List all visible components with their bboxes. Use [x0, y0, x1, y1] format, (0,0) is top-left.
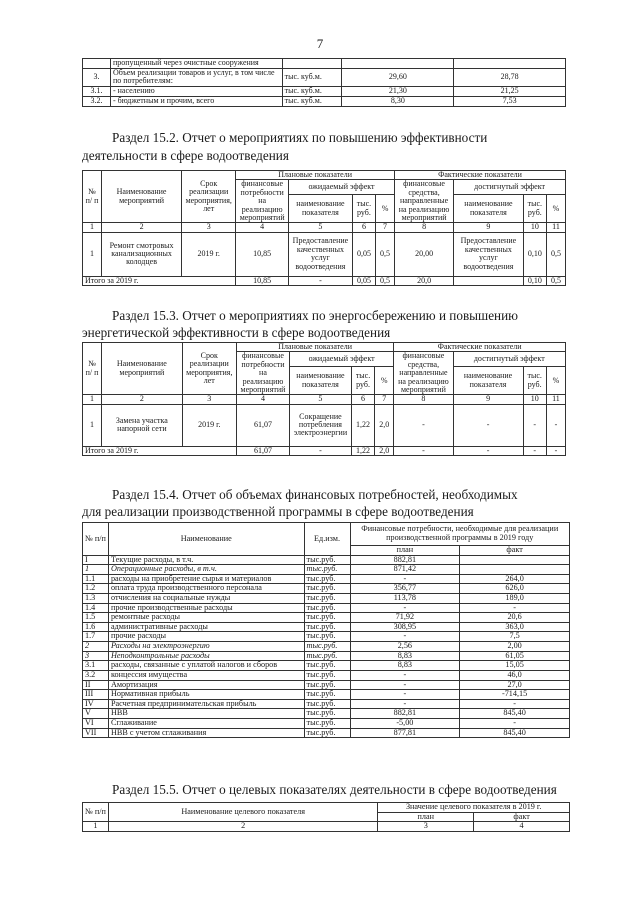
- row-plan: 29,60: [342, 69, 454, 87]
- row-number: 1.2: [83, 584, 109, 594]
- total-rub: 0,05: [352, 276, 375, 285]
- row-fact-rub: 0,10: [523, 232, 546, 276]
- row-fact: -: [460, 718, 570, 728]
- column-numbers-row: [83, 223, 566, 232]
- section-15-3-heading-line1: Раздел 15.3. Отчет о мероприятиях по энергосбережению и повышению: [112, 308, 519, 323]
- total-fin: 61,07: [236, 446, 289, 455]
- row-fact: 363,0: [460, 622, 570, 632]
- row-plan: 8,83: [350, 661, 460, 671]
- row-number: 3.2: [83, 670, 109, 680]
- row-number: 1: [83, 565, 109, 575]
- row-unit: тыс.руб.: [304, 565, 350, 575]
- col-number: 5: [289, 395, 351, 404]
- total-fact-pct: 0,5: [546, 276, 565, 285]
- row-plan: 8,83: [350, 651, 460, 661]
- header-achieved-effect: достигнутый эффект: [454, 180, 566, 195]
- row-fact: 61,05: [460, 651, 570, 661]
- total-label: Итого за 2019 г.: [83, 446, 237, 455]
- row-number: 1.6: [83, 622, 109, 632]
- table-header-row: [83, 803, 570, 813]
- row-unit: тыс.руб.: [304, 670, 350, 680]
- row-name: отчисления на социальные нужды: [108, 594, 304, 604]
- section-15-4-heading-line1: Раздел 15.4. Отчет об объемах финансовых потребностей, необходимых: [112, 487, 518, 502]
- row-plan: 882,81: [350, 555, 460, 565]
- row-plan: 871,42: [350, 565, 460, 575]
- row-name: ремонтные расходы: [108, 613, 304, 623]
- row-name: - бюджетным и прочим, всего: [110, 96, 282, 106]
- header-name: Наименование целевого показателя: [108, 803, 377, 822]
- row-fact: 7,5: [460, 632, 570, 642]
- col-number: 9: [453, 395, 523, 404]
- row-fact: [460, 565, 570, 575]
- header-term: Срок реализации мероприятия, лет: [182, 171, 236, 223]
- header-pct: %: [375, 367, 394, 395]
- row-name: Текущие расходы, в т.ч.: [108, 555, 304, 565]
- header-indicator: наименование показателя: [289, 367, 351, 395]
- row-name: оплата труда производственного персонала: [108, 584, 304, 594]
- table-row: [83, 642, 570, 652]
- col-number: 7: [375, 395, 394, 404]
- column-numbers-row: [83, 395, 566, 404]
- row-indicator: Предоставление качественных услуг водоотведения: [289, 232, 353, 276]
- col-number: 5: [289, 223, 353, 232]
- row-unit: [282, 59, 342, 69]
- col-number: 10: [523, 395, 546, 404]
- row-name: НВВ: [108, 709, 304, 719]
- header-pct: %: [546, 367, 565, 395]
- header-unit: Ед.изм.: [304, 523, 350, 556]
- col-number: 6: [352, 223, 375, 232]
- header-expected-effect: ожидаемый эффект: [289, 180, 395, 195]
- row-rub: 1,22: [351, 404, 374, 446]
- header-name: Наименование: [108, 523, 304, 556]
- row-fact: 21,25: [454, 86, 566, 96]
- row-pct: 2,0: [375, 404, 394, 446]
- table-header-row: [83, 523, 570, 546]
- col-number: 3: [182, 223, 236, 232]
- header-num: № п/п: [83, 523, 109, 556]
- table-row: [83, 59, 566, 69]
- row-name: расходы, связанные с уплатой налогов и сборов: [108, 661, 304, 671]
- row-indicator: Сокращение потребления электроэнергии: [289, 404, 351, 446]
- total-fact-rub: 0,10: [523, 276, 546, 285]
- table-row: [83, 670, 570, 680]
- row-number: 1.5: [83, 613, 109, 623]
- row-name: Объем реализации товаров и услуг, в том числе по потребителям:: [110, 69, 282, 87]
- row-number: V: [83, 709, 109, 719]
- header-plan: план: [350, 546, 460, 556]
- table-header-row: [83, 171, 566, 180]
- header-name: Наименование мероприятий: [102, 343, 183, 395]
- total-fact-fin: -: [394, 446, 453, 455]
- table-header-row: [83, 343, 566, 352]
- row-unit: тыс.руб.: [304, 699, 350, 709]
- section-15-2-heading-line1: Раздел 15.2. Отчет о мероприятиях по повышению эффективности: [112, 130, 488, 145]
- row-fact: 2,00: [460, 642, 570, 652]
- row-name: Ремонт смотровых канализационных колодцев: [101, 232, 181, 276]
- row-name: Амортизация: [108, 680, 304, 690]
- total-label: Итого за 2019 г.: [83, 276, 236, 285]
- row-number: IV: [83, 699, 109, 709]
- table-row: [83, 86, 566, 96]
- header-indicator: наименование показателя: [454, 195, 524, 223]
- section-15-5-heading: Раздел 15.5. Отчет о целевых показателях деятельности в сфере водоотведения: [112, 782, 557, 797]
- table-row: [83, 728, 570, 738]
- row-plan: 2,56: [350, 642, 460, 652]
- row-fin: 61,07: [236, 404, 289, 446]
- row-name: Нормативная прибыль: [108, 690, 304, 700]
- header-num: № п/п: [83, 803, 109, 822]
- table-row: [83, 404, 566, 446]
- row-plan: -: [350, 574, 460, 584]
- col-number: 1: [83, 223, 102, 232]
- total-pct: 2,0: [375, 446, 394, 455]
- header-plan: план: [378, 812, 474, 822]
- row-unit: тыс.руб.: [304, 613, 350, 623]
- row-fact: 27,0: [460, 680, 570, 690]
- energy-saving-events-table: [82, 342, 566, 456]
- row-unit: тыс.руб.: [304, 642, 350, 652]
- section-15-2-heading-line2: деятельности в сфере водоотведения: [82, 148, 289, 163]
- row-name: концессия имущества: [108, 670, 304, 680]
- row-plan: -: [350, 690, 460, 700]
- header-rub: тыс. руб.: [351, 367, 374, 395]
- header-num: № п/ п: [83, 171, 102, 223]
- row-fact: -: [460, 699, 570, 709]
- row-number: 1.1: [83, 574, 109, 584]
- target-indicators-table: [82, 802, 570, 832]
- row-plan: -5,00: [350, 718, 460, 728]
- table-row: [83, 69, 566, 87]
- row-fact: [454, 59, 566, 69]
- section-15-4-heading-line2: для реализации производственной программы в сфере водоотведения: [82, 504, 474, 519]
- row-fin: 10,85: [236, 232, 289, 276]
- col-number: 11: [546, 223, 565, 232]
- row-term: 2019 г.: [182, 404, 236, 446]
- row-name: прочие расходы: [108, 632, 304, 642]
- total-fact-fin: 20,0: [395, 276, 454, 285]
- total-indicator: -: [289, 446, 351, 455]
- row-plan: 8,30: [342, 96, 454, 106]
- col-number: 2: [101, 223, 181, 232]
- total-pct: 0,5: [376, 276, 395, 285]
- row-name: Расчетная предпринимательская прибыль: [108, 699, 304, 709]
- row-name: Операционные расходы, в т.ч.: [108, 565, 304, 575]
- row-name: прочие производственные расходы: [108, 603, 304, 613]
- header-fin-need: финансовые потребности на реализацию мероприятий: [236, 180, 289, 223]
- row-unit: тыс.руб.: [304, 632, 350, 642]
- row-number: 3.1.: [83, 86, 111, 96]
- header-rub: тыс. руб.: [352, 195, 375, 223]
- row-plan: 882,81: [350, 709, 460, 719]
- row-fact-fin: 20,00: [395, 232, 454, 276]
- col-number: 1: [83, 395, 102, 404]
- total-fact-indicator: [454, 276, 524, 285]
- col-number: 6: [351, 395, 374, 404]
- row-fact: [460, 555, 570, 565]
- row-unit: тыс.руб.: [304, 709, 350, 719]
- row-fact: -714,15: [460, 690, 570, 700]
- section-15-3-heading-line2: энергетической эффективности в сфере водоотведения: [82, 325, 391, 340]
- row-fact: 20,6: [460, 613, 570, 623]
- page-number: 7: [316, 36, 324, 51]
- row-plan: 71,92: [350, 613, 460, 623]
- row-fact: 264,0: [460, 574, 570, 584]
- total-row: [83, 446, 566, 455]
- efficiency-events-table: [82, 170, 566, 286]
- total-rub: 1,22: [351, 446, 374, 455]
- row-plan: 21,30: [342, 86, 454, 96]
- table-row: [83, 96, 566, 106]
- row-number: 3.2.: [83, 96, 111, 106]
- row-unit: тыс.руб.: [304, 728, 350, 738]
- row-plan: -: [350, 680, 460, 690]
- row-plan: 877,81: [350, 728, 460, 738]
- row-number: 3.1: [83, 661, 109, 671]
- row-number: VI: [83, 718, 109, 728]
- row-unit: тыс.руб.: [304, 661, 350, 671]
- row-number: 1.3: [83, 594, 109, 604]
- header-indicator: наименование показателя: [289, 195, 353, 223]
- row-plan: -: [350, 632, 460, 642]
- row-name: Неподконтрольные расходы: [108, 651, 304, 661]
- row-plan: 113,78: [350, 594, 460, 604]
- row-name: административные расходы: [108, 622, 304, 632]
- financial-needs-body: [83, 555, 570, 738]
- header-fin-need: финансовые потребности на реализацию мероприятий: [236, 352, 289, 395]
- row-pct: 0,5: [376, 232, 395, 276]
- col-number: 8: [394, 395, 453, 404]
- row-plan: -: [350, 670, 460, 680]
- row-unit: тыс.руб.: [304, 584, 350, 594]
- row-unit: тыс.руб.: [304, 690, 350, 700]
- row-number: III: [83, 690, 109, 700]
- row-name: расходы на приобретение сырья и материалов: [108, 574, 304, 584]
- row-unit: тыс.руб.: [304, 603, 350, 613]
- row-name: - населению: [110, 86, 282, 96]
- table-row: [83, 690, 570, 700]
- row-number: 1.4: [83, 603, 109, 613]
- table-row: [83, 613, 570, 623]
- row-fact: -: [460, 603, 570, 613]
- table-row: [83, 594, 570, 604]
- row-fact-fin: -: [394, 404, 453, 446]
- row-unit: тыс.руб.: [304, 680, 350, 690]
- total-fact-indicator: -: [453, 446, 523, 455]
- col-number: 2: [108, 822, 377, 832]
- row-unit: тыс. куб.м.: [282, 86, 342, 96]
- header-num: № п/ п: [83, 343, 102, 395]
- row-name: НВВ с учетом сглаживания: [108, 728, 304, 738]
- col-number: 9: [454, 223, 524, 232]
- header-term: Срок реализации мероприятия, лет: [182, 343, 236, 395]
- header-pct: %: [376, 195, 395, 223]
- header-name: Наименование мероприятий: [101, 171, 181, 223]
- table-row: [83, 232, 566, 276]
- row-unit: тыс. куб.м.: [282, 96, 342, 106]
- row-unit: тыс.руб.: [304, 594, 350, 604]
- row-fact-indicator: Предоставление качественных услуг водоотведения: [454, 232, 524, 276]
- row-plan: 308,95: [350, 622, 460, 632]
- row-plan: -: [350, 699, 460, 709]
- header-pct: %: [546, 195, 565, 223]
- col-number: 7: [376, 223, 395, 232]
- row-fact: 7,53: [454, 96, 566, 106]
- header-target-group: Значение целевого показателя в 2019 г.: [378, 803, 570, 813]
- row-term: 2019 г.: [182, 232, 236, 276]
- col-number: 4: [236, 395, 289, 404]
- row-name: пропущенный через очистные сооружения: [110, 59, 282, 69]
- col-number: 11: [546, 395, 565, 404]
- row-fact: 626,0: [460, 584, 570, 594]
- row-plan: [342, 59, 454, 69]
- header-actual: Фактические показатели: [395, 171, 566, 180]
- row-fact: 845,40: [460, 709, 570, 719]
- row-fact-pct: 0,5: [546, 232, 565, 276]
- row-fact-rub: -: [523, 404, 546, 446]
- col-number: 3: [182, 395, 236, 404]
- col-number: 3: [378, 822, 474, 832]
- total-fact-pct: -: [546, 446, 565, 455]
- row-number: 2: [83, 642, 109, 652]
- header-fin-means: финансовые средства, направленные на реализацию мероприятий: [394, 352, 453, 395]
- table-row: [83, 661, 570, 671]
- header-fin-means: финансовые средства, направленные на реализацию мероприятий: [395, 180, 454, 223]
- row-fact: 189,0: [460, 594, 570, 604]
- row-plan: -: [350, 603, 460, 613]
- header-indicator: наименование показателя: [453, 367, 523, 395]
- header-rub: тыс. руб.: [523, 367, 546, 395]
- row-number: 1: [83, 232, 102, 276]
- row-number: VII: [83, 728, 109, 738]
- header-planned: Плановые показатели: [236, 171, 395, 180]
- row-name: Расходы на электроэнергию: [108, 642, 304, 652]
- row-unit: тыс.руб.: [304, 574, 350, 584]
- total-fact-rub: -: [523, 446, 546, 455]
- header-planned: Плановые показатели: [236, 343, 393, 352]
- volume-table: [82, 58, 566, 107]
- col-number: 1: [83, 822, 109, 832]
- row-unit: тыс.руб.: [304, 651, 350, 661]
- financial-needs-table: [82, 522, 570, 738]
- row-number: I: [83, 555, 109, 565]
- row-plan: 356,77: [350, 584, 460, 594]
- column-numbers-row: [83, 822, 570, 832]
- header-fact: факт: [460, 546, 570, 556]
- header-fin-group: Финансовые потребности, необходимые для реализации производственной программы в 2019 году: [350, 523, 570, 546]
- row-unit: тыс. куб.м.: [282, 69, 342, 87]
- row-number: [83, 59, 111, 69]
- row-rub: 0,05: [352, 232, 375, 276]
- row-name: Замена участка напорной сети: [102, 404, 183, 446]
- row-fact: 46,0: [460, 670, 570, 680]
- header-actual: Фактические показатели: [394, 343, 566, 352]
- col-number: 4: [474, 822, 570, 832]
- total-fin: 10,85: [236, 276, 289, 285]
- col-number: 10: [523, 223, 546, 232]
- row-fact-pct: -: [546, 404, 565, 446]
- header-achieved-effect: достигнутый эффект: [453, 352, 565, 367]
- header-expected-effect: ожидаемый эффект: [289, 352, 393, 367]
- col-number: 8: [395, 223, 454, 232]
- header-rub: тыс. руб.: [523, 195, 546, 223]
- total-indicator: -: [289, 276, 353, 285]
- col-number: 4: [236, 223, 289, 232]
- row-fact: 28,78: [454, 69, 566, 87]
- row-unit: тыс.руб.: [304, 555, 350, 565]
- col-number: 2: [102, 395, 183, 404]
- row-unit: тыс.руб.: [304, 622, 350, 632]
- table-row: [83, 718, 570, 728]
- table-row: [83, 565, 570, 575]
- row-unit: тыс.руб.: [304, 718, 350, 728]
- row-number: 1: [83, 404, 102, 446]
- row-fact: 15,05: [460, 661, 570, 671]
- header-fact: факт: [474, 812, 570, 822]
- row-name: Сглаживание: [108, 718, 304, 728]
- row-number: 3: [83, 651, 109, 661]
- row-fact: 845,40: [460, 728, 570, 738]
- row-number: 1.7: [83, 632, 109, 642]
- row-fact-indicator: -: [453, 404, 523, 446]
- row-number: II: [83, 680, 109, 690]
- row-number: 3.: [83, 69, 111, 87]
- total-row: [83, 276, 566, 285]
